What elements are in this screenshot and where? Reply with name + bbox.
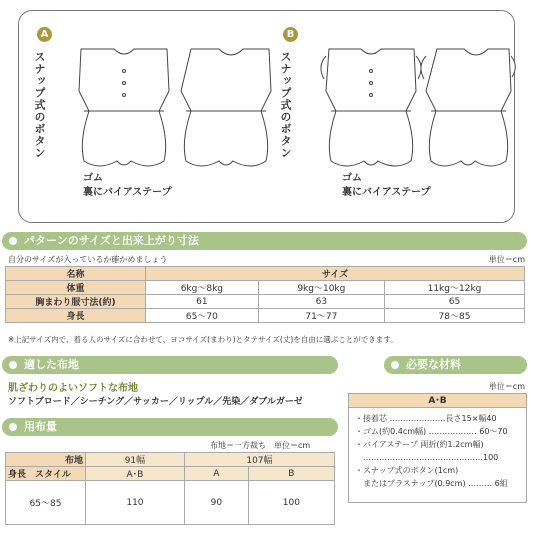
amount-note: 布地＝一方裁ち 単位＝cm xyxy=(210,441,311,450)
cell: 71～77 xyxy=(258,309,384,323)
height-cell: 65～85 xyxy=(6,481,86,525)
cell: 100 xyxy=(248,481,334,525)
pattern-title-text: パターンのサイズと出来上がり寸法 xyxy=(24,234,199,247)
col-style xyxy=(6,467,86,481)
col-107: 107幅 xyxy=(184,453,334,467)
fabric-list: ソフトブロード／シーチング／サッカー／リップル／先染／ダブルガーゼ xyxy=(8,397,303,407)
list-item: ・ゴム(約0.4cm幅) ……………… 60～70 xyxy=(355,427,508,436)
cell: 11kg～12kg xyxy=(385,281,525,295)
list-item: ………………………………………100 xyxy=(355,453,499,462)
cell: 78～85 xyxy=(385,309,525,323)
bias-label-b: 裏にバイアステープ xyxy=(342,187,431,198)
pattern-footnote: ※上記サイズ内で、着る人のサイズに合わせて、ヨコサイズ(まわり)とタテサイズ(丈)を自由に選ぶことができます。 xyxy=(8,335,398,344)
list-item: ・バイアステープ 両折(約1.2cm幅) xyxy=(355,440,484,449)
elastic-label-a: ゴム xyxy=(83,173,103,184)
elastic-label-b: ゴム xyxy=(342,173,362,184)
list-item: ・スナップ式のボタン(1cm) xyxy=(355,466,459,475)
cell: 6kg～8kg xyxy=(146,281,259,295)
badge-b: B xyxy=(283,27,298,42)
list-item: ・接着芯 …………………長さ15×幅40 xyxy=(355,414,497,423)
cell: 61 xyxy=(146,295,259,309)
cell: 110 xyxy=(86,481,185,525)
cell: 65 xyxy=(385,295,525,309)
amount-table xyxy=(5,452,335,525)
table-row xyxy=(6,281,525,295)
header-name: 名称 xyxy=(6,267,146,281)
style-a: A xyxy=(184,467,248,481)
bullet-icon xyxy=(391,361,399,369)
col-fabric: 布地 xyxy=(6,453,86,467)
bullet-icon xyxy=(9,237,17,245)
fabric-title-text: 適した布地 xyxy=(24,358,79,371)
table-row xyxy=(6,481,335,525)
style-ab: A･B xyxy=(86,467,185,481)
bias-label-a: 裏にバイアステープ xyxy=(83,187,172,198)
col-height: 身長 xyxy=(8,470,27,480)
cell: 90 xyxy=(184,481,248,525)
table-row xyxy=(6,295,525,309)
materials-box xyxy=(348,393,527,503)
pattern-table xyxy=(5,266,525,323)
amount-section-title xyxy=(2,418,338,436)
cell: 65～70 xyxy=(146,309,259,323)
cell: 63 xyxy=(258,295,384,309)
materials-list xyxy=(349,408,526,494)
style-b: B xyxy=(248,467,334,481)
pattern-section-title xyxy=(2,232,527,250)
col-91: 91幅 xyxy=(86,453,185,467)
fabric-subtitle: 肌ざわりのよいソフトな布地 xyxy=(8,383,138,394)
pattern-unit: 単位＝cm xyxy=(488,255,525,264)
bullet-icon xyxy=(9,361,17,369)
amount-title-text: 用布量 xyxy=(24,420,57,433)
materials-title-text: 必要な材料 xyxy=(406,358,461,371)
materials-header: A･B xyxy=(349,394,526,408)
row-label: 胸まわり服寸法(約) xyxy=(6,295,146,309)
badge-a: A xyxy=(37,27,52,42)
materials-unit: 単位＝cm xyxy=(488,382,525,391)
col-style-label: スタイル xyxy=(35,470,71,480)
fabric-section-title xyxy=(2,356,338,374)
snap-label-b: スナップ式のボタン xyxy=(279,51,292,159)
header-size: サイズ xyxy=(146,267,525,281)
row-label: 体重 xyxy=(6,281,146,295)
table-row xyxy=(6,309,525,323)
illustration-frame xyxy=(18,10,515,223)
list-item: またはプラスナップ(0.9cm) ……… 6組 xyxy=(355,479,508,488)
snap-label-a: スナップ式のボタン xyxy=(33,51,46,159)
pattern-note: 自分のサイズが入っているか確かめましょう xyxy=(8,255,168,264)
cell: 9kg～10kg xyxy=(258,281,384,295)
bullet-icon xyxy=(9,423,17,431)
row-label: 身長 xyxy=(6,309,146,323)
materials-section-title xyxy=(384,356,527,374)
